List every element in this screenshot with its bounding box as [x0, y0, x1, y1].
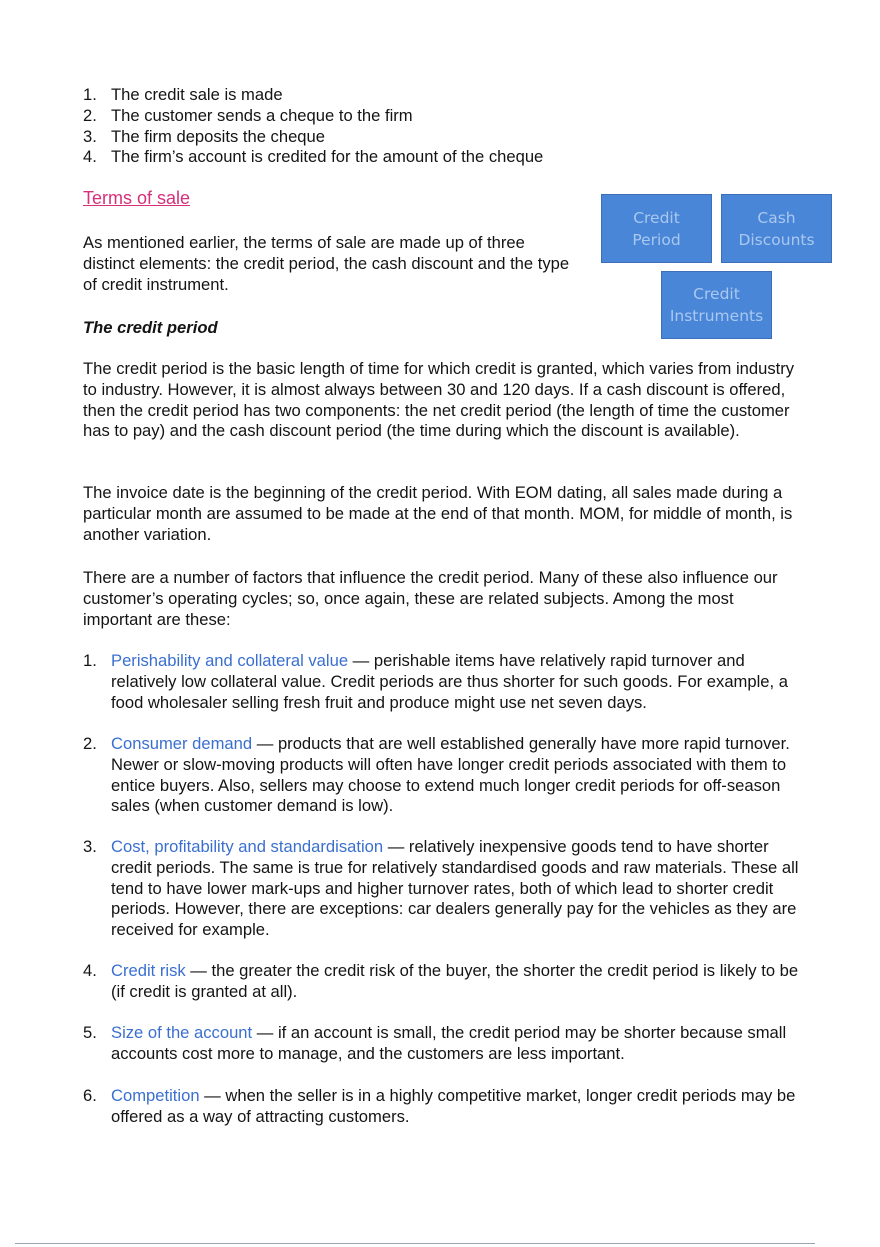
- paragraph: The invoice date is the beginning of the credit period. With EOM dating, all sales made during a particular month are assumed to be made at the end of that month. MOM, for middle of month, is another variation.: [83, 483, 793, 544]
- list-item: [83, 85, 643, 106]
- list-text: The firm’s account is credited for the amount of the cheque: [111, 147, 544, 167]
- subheading: The credit period: [83, 318, 218, 337]
- paragraph: The credit period is the basic length of time for which credit is granted, which varies from industry to industry. However, it is almost always between 30 and 120 days. If a cash discount is offered, then the credit period has two components: the net credit period (the length of time the customer has to pay) and the cash discount period (the time during which the discount is available).: [83, 359, 795, 441]
- factor-term: Competition: [111, 1086, 200, 1105]
- list-number: 2.: [83, 734, 97, 753]
- list-text: The credit sale is made: [111, 85, 283, 104]
- cash-discounts-box: Cash Discounts: [721, 194, 832, 263]
- list-text: The firm deposits the cheque: [111, 126, 325, 146]
- intro-paragraph: As mentioned earlier, the terms of sale are made up of three distinct elements: the credit period, the cash discount and the type of credit instrument.: [83, 233, 570, 294]
- list-item: [83, 127, 643, 148]
- list-text: The customer sends a cheque to the firm: [111, 105, 413, 125]
- list-number: 3.: [83, 126, 97, 146]
- credit-period-box: Credit Period: [601, 194, 712, 263]
- list-item: [83, 651, 803, 713]
- factor-term: Consumer demand: [111, 734, 253, 753]
- list-number: 4.: [83, 961, 97, 980]
- credit-instruments-box: Credit Instruments: [661, 271, 772, 339]
- list-item: [83, 106, 643, 127]
- factor-text: — when the seller is in a highly competitive market, longer credit periods may be offered as a way of attracting customers.: [111, 1086, 796, 1126]
- list-item: [83, 837, 803, 941]
- factor-text: — the greater the credit risk of the buyer, the shorter the credit period is likely to be (if credit is granted at all).: [111, 961, 799, 1001]
- payment-steps-list: [83, 85, 643, 168]
- list-number: 1.: [83, 651, 97, 670]
- paragraph: There are a number of factors that influence the credit period. Many of these also influence our customer’s operating cycles; so, once again, these are related subjects. Among the most important are these:: [83, 568, 778, 629]
- footer-divider: [15, 1243, 815, 1244]
- section-heading-link[interactable]: Terms of sale: [83, 188, 191, 208]
- list-number: 3.: [83, 837, 97, 856]
- list-number: 1.: [83, 85, 97, 104]
- list-number: 6.: [83, 1086, 97, 1105]
- factor-text: — relatively inexpensive goods tend to have shorter credit periods. The same is true for relatively standardised goods and raw materials. These all tend to have lower mark-ups and higher turnover rates, both of which lead to shorter credit periods. However, there are exceptions: car dealers generally pay for the vehicles as they are received for example.: [111, 837, 799, 940]
- list-item: [83, 1023, 803, 1065]
- factor-text: — if an account is small, the credit period may be shorter because small accounts cost more to manage, and the customers are less important.: [111, 1023, 787, 1063]
- list-number: 2.: [83, 105, 97, 125]
- factor-text: — perishable items have relatively rapid turnover and relatively low collateral value. Credit periods are thus shorter for such goods. For example, a food wholesaler selling fresh fruit and produce might use net seven days.: [111, 651, 788, 712]
- factor-term: Credit risk: [111, 961, 186, 980]
- list-item: [83, 1086, 803, 1128]
- list-item: [83, 961, 803, 1003]
- factor-term: Perishability and collateral value: [111, 651, 349, 670]
- factor-term: Size of the account: [111, 1023, 253, 1042]
- list-number: 5.: [83, 1023, 97, 1042]
- factor-text: — products that are well established generally have more rapid turnover. Newer or slow-moving products will often have longer credit periods associated with them to entice buyers. Also, sellers may choose to extend much longer credit periods for off-season sales (when customer demand is low).: [111, 734, 790, 816]
- factor-term: Cost, profitability and standardisation: [111, 837, 384, 856]
- list-item: [83, 147, 643, 168]
- list-number: 4.: [83, 147, 97, 167]
- list-item: [83, 734, 803, 817]
